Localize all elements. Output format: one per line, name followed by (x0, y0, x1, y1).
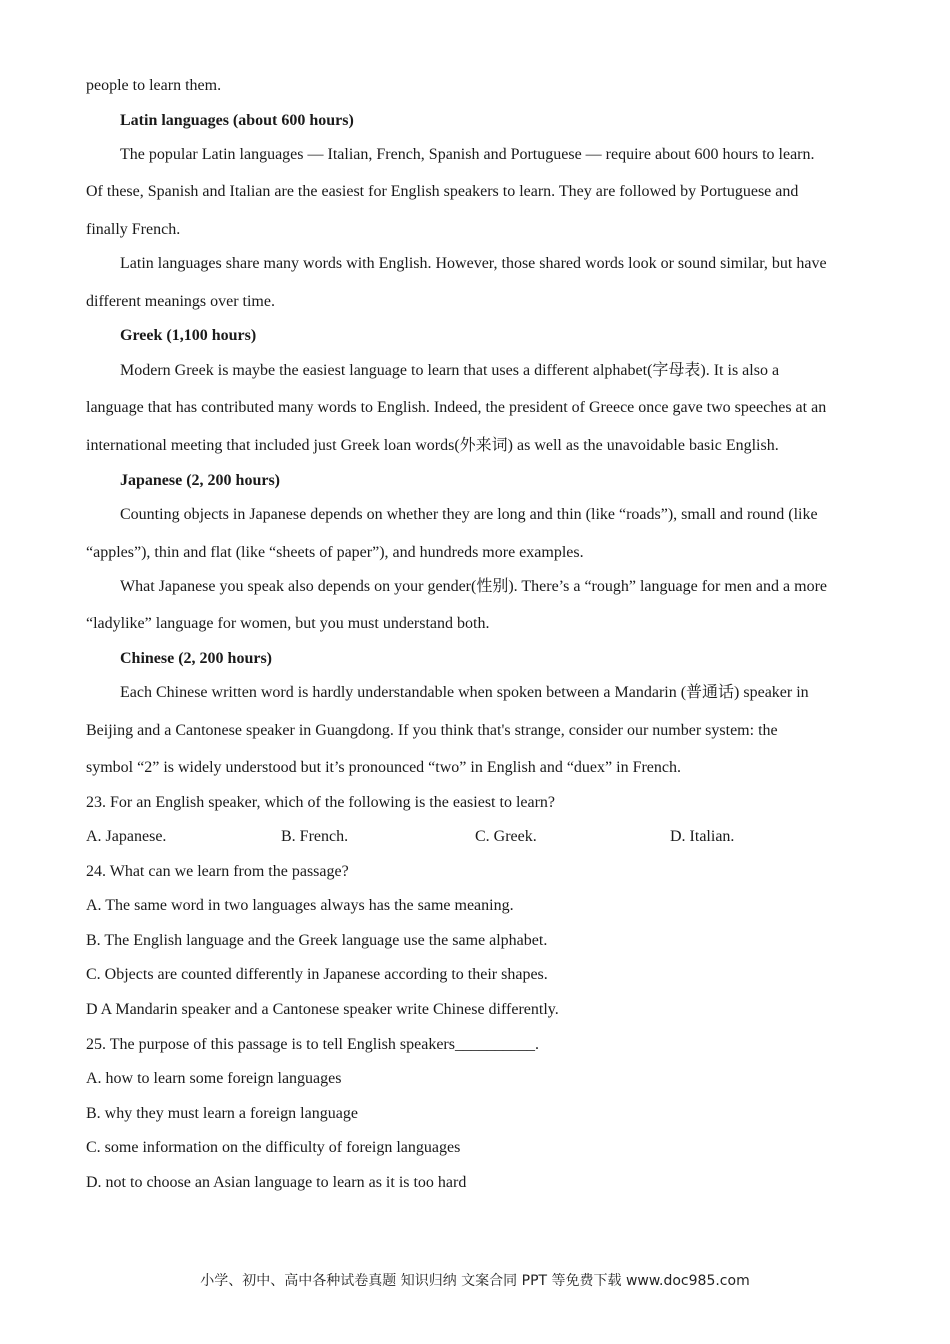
section-heading-chinese: Chinese (2, 200 hours) (120, 650, 273, 667)
paragraph-line: symbol “2” is widely understood but it’s pronounced “two” in English and “duex” in French. (86, 759, 681, 776)
paragraph-line: “ladylike” language for women, but you must understand both. (86, 615, 490, 632)
q24-option-b: B. The English language and the Greek language use the same alphabet. (86, 932, 548, 949)
q25-option-d: D. not to choose an Asian language to learn as it is too hard (86, 1174, 467, 1191)
q25-option-a: A. how to learn some foreign languages (86, 1070, 342, 1087)
paragraph-line: Beijing and a Cantonese speaker in Guangdong. If you think that's strange, consider our number system: the (86, 722, 778, 739)
section-heading-greek: Greek (1,100 hours) (120, 327, 257, 344)
paragraph-line: Each Chinese written word is hardly understandable when spoken between a Mandarin (普通话) speaker in (120, 684, 809, 701)
question-24: 24. What can we learn from the passage? (86, 863, 349, 880)
page-footer: 小学、初中、高中各种试卷真题 知识归纳 文案合同 PPT 等免费下载 www.doc985.com (200, 1273, 750, 1289)
q23-option-c: C. Greek. (475, 828, 537, 845)
q25-option-b: B. why they must learn a foreign language (86, 1105, 358, 1122)
paragraph-line: Counting objects in Japanese depends on whether they are long and thin (like “roads”), small and round (like (120, 506, 818, 523)
q23-option-b: B. French. (281, 828, 349, 845)
paragraph-line: The popular Latin languages — Italian, French, Spanish and Portuguese — require about 600 hours to learn. (120, 146, 815, 163)
paragraph-line: language that has contributed many words to English. Indeed, the president of Greece once gave two speeches at an (86, 399, 827, 416)
paragraph-line: different meanings over time. (86, 293, 275, 310)
paragraph-line: finally French. (86, 221, 181, 238)
paragraph-line: What Japanese you speak also depends on your gender(性别). There’s a “rough” language for men and a more (120, 578, 828, 595)
q23-option-a: A. Japanese. (86, 828, 167, 845)
paragraph-line: international meeting that included just Greek loan words(外来词) as well as the unavoidable basic English. (86, 437, 779, 454)
q24-option-c: C. Objects are counted differently in Japanese according to their shapes. (86, 966, 548, 983)
question-23: 23. For an English speaker, which of the following is the easiest to learn? (86, 794, 556, 811)
paragraph-line: people to learn them. (86, 77, 222, 94)
q25-option-c: C. some information on the difficulty of foreign languages (86, 1139, 461, 1156)
paragraph-line: Latin languages share many words with English. However, those shared words look or sound similar, but have (120, 255, 827, 272)
paragraph-line: Of these, Spanish and Italian are the easiest for English speakers to learn. They are followed by Portuguese and (86, 183, 799, 200)
question-25: 25. The purpose of this passage is to tell English speakers__________. (86, 1036, 539, 1053)
q23-option-d: D. Italian. (670, 828, 735, 845)
q24-option-d: D A Mandarin speaker and a Cantonese speaker write Chinese differently. (86, 1001, 559, 1018)
q24-option-a: A. The same word in two languages always has the same meaning. (86, 897, 514, 914)
paragraph-line: Modern Greek is maybe the easiest language to learn that uses a different alphabet(字母表). It is also a (120, 362, 780, 379)
section-heading-latin: Latin languages (about 600 hours) (120, 112, 354, 129)
section-heading-japanese: Japanese (2, 200 hours) (120, 472, 281, 489)
paragraph-line: “apples”), thin and flat (like “sheets of paper”), and hundreds more examples. (86, 544, 584, 561)
